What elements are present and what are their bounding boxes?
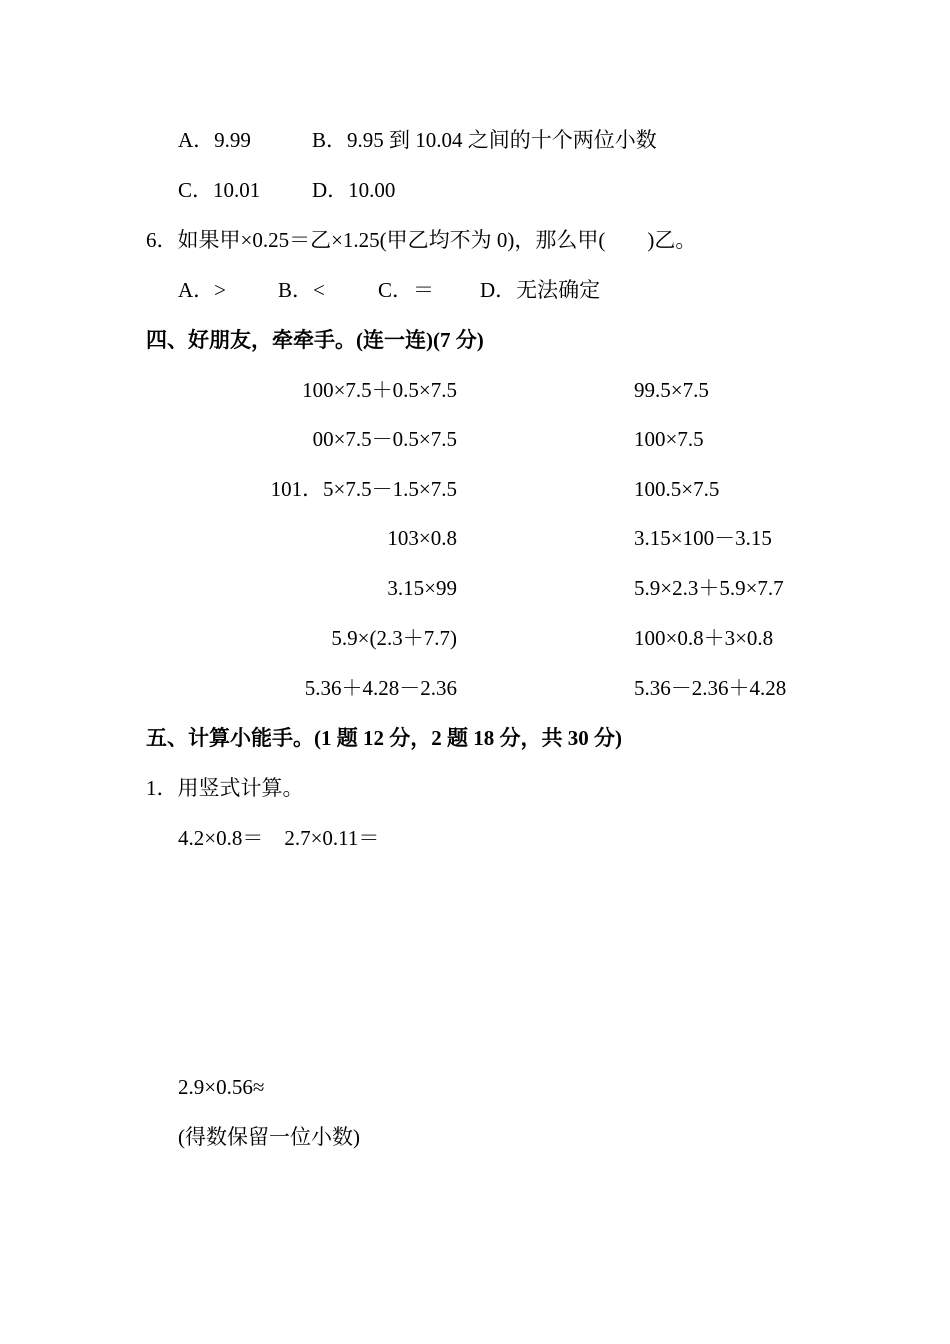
section5-title: 五、计算小能手。(1 题 12 分，2 题 18 分，共 30 分): [146, 726, 622, 750]
match-right-item: 3.15×100－3.15: [634, 526, 772, 550]
match-left-item: 3.15×99: [387, 576, 457, 600]
q6-option-c: C．＝: [378, 278, 435, 302]
q1-rounding-note: (得数保留一位小数): [178, 1125, 360, 1149]
q5-option-a: A．9.99: [178, 128, 251, 152]
match-left-item: 103×0.8: [387, 526, 457, 550]
match-right-item: 100.5×7.5: [634, 477, 720, 501]
q6-option-d: D．无法确定: [480, 278, 601, 302]
match-left-item: 5.9×(2.3＋7.7): [331, 626, 457, 650]
q6-option-a: A．>: [178, 278, 227, 302]
match-left-item: 100×7.5＋0.5×7.5: [302, 378, 457, 402]
match-left-item: 00×7.5－0.5×7.5: [312, 427, 457, 451]
section4-title: 四、好朋友，牵牵手。(连一连)(7 分): [146, 328, 484, 352]
match-left-item: 101．5×7.5－1.5×7.5: [270, 477, 457, 501]
q5-option-d: D．10.00: [312, 178, 396, 202]
q6-stem: 6．如果甲×0.25＝乙×1.25(甲乙均不为 0)，那么甲( )乙。: [146, 228, 697, 252]
q1-expression-3: 2.9×0.56≈: [178, 1075, 265, 1099]
match-left-item: 5.36＋4.28－2.36: [304, 676, 457, 700]
match-right-item: 100×0.8＋3×0.8: [634, 626, 774, 650]
q5-option-c: C．10.01: [178, 178, 261, 202]
q1-expressions: 4.2×0.8＝ 2.7×0.11＝: [178, 826, 380, 850]
q6-option-b: B．<: [278, 278, 325, 302]
q1-stem: 1．用竖式计算。: [146, 776, 304, 800]
match-right-item: 5.9×2.3＋5.9×7.7: [634, 576, 784, 600]
match-right-item: 100×7.5: [634, 427, 704, 451]
match-right-item: 5.36－2.36＋4.28: [634, 676, 787, 700]
q5-option-b: B．9.95 到 10.04 之间的十个两位小数: [312, 128, 657, 152]
match-right-item: 99.5×7.5: [634, 378, 709, 402]
